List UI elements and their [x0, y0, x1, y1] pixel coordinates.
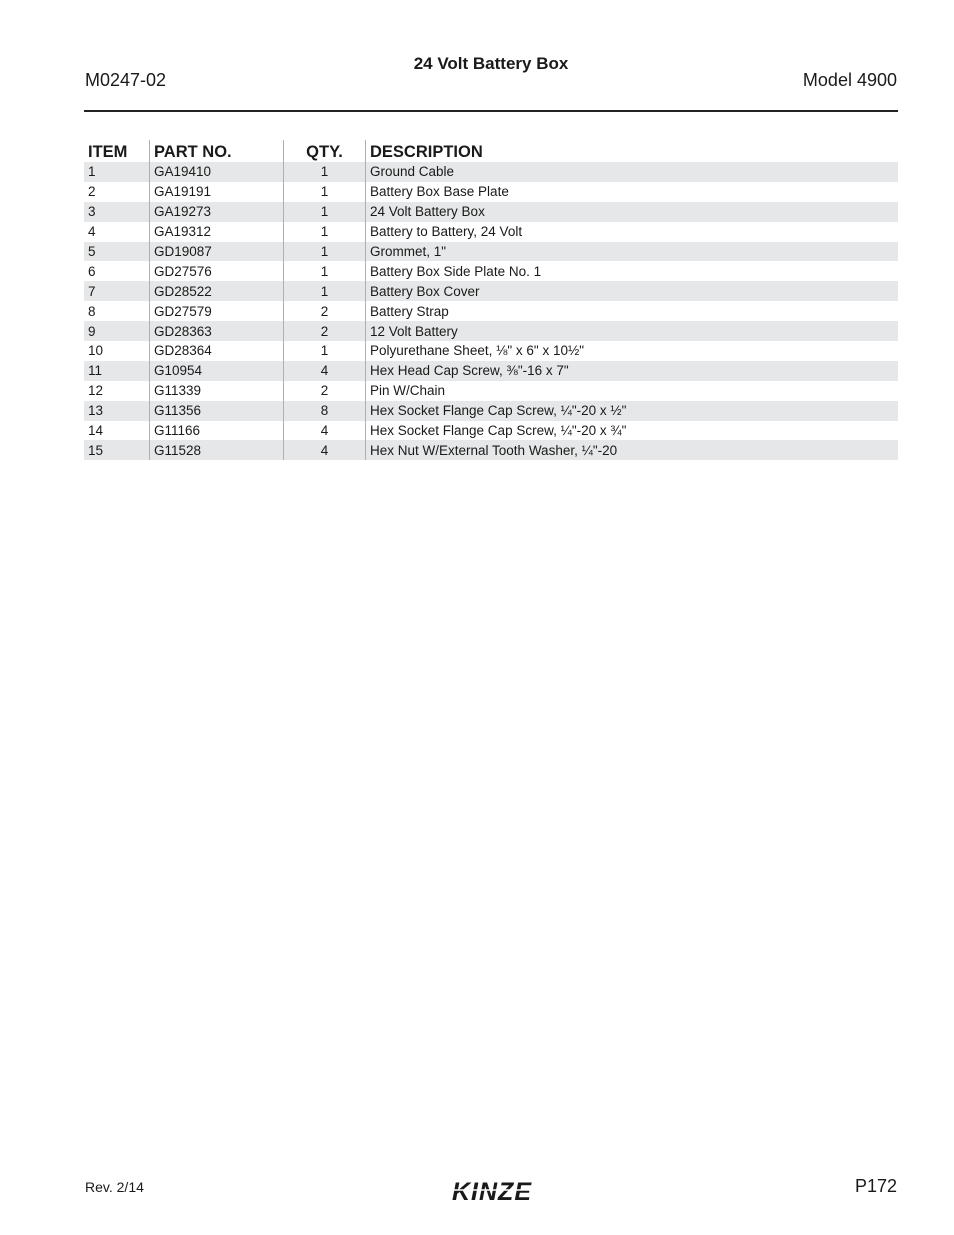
table-row — [84, 182, 898, 202]
cell-part-no: GD28522 — [150, 281, 284, 301]
cell-item: 8 — [88, 303, 96, 319]
cell-item: 13 — [84, 401, 150, 421]
table-row — [84, 341, 898, 361]
header-divider — [84, 110, 898, 112]
cell-qty: 1 — [284, 281, 366, 301]
cell-qty: 1 — [284, 341, 366, 361]
cell-item: 1 — [84, 162, 150, 182]
cell-item: 2 — [88, 184, 96, 200]
cell-part-no: GD19087 — [150, 242, 284, 262]
table-row — [84, 361, 898, 381]
cell-item: 4 — [88, 224, 96, 240]
cell-description: Battery Strap — [366, 301, 899, 321]
cell-qty: 2 — [284, 381, 366, 401]
cell-description: Battery to Battery, 24 Volt — [366, 222, 899, 242]
cell-description: Grommet, 1" — [366, 242, 899, 262]
kinze-logo — [432, 1176, 552, 1206]
page-title: 24 Volt Battery Box — [413, 54, 569, 73]
table-row — [84, 440, 898, 460]
cell-part-no: G11339 — [150, 381, 284, 401]
cell-qty: 4 — [284, 440, 366, 460]
cell-description: Pin W/Chain — [366, 381, 899, 401]
table-row — [84, 202, 898, 222]
model-label: Model 4900 — [802, 70, 897, 90]
cell-description: 12 Volt Battery — [366, 321, 899, 341]
page-number: P172 — [854, 1176, 897, 1196]
cell-qty: 8 — [284, 401, 366, 421]
table-row — [84, 222, 898, 242]
cell-description: Ground Cable — [366, 162, 899, 182]
table-row — [84, 301, 898, 321]
cell-part-no: GA19312 — [150, 222, 284, 242]
cell-description: Hex Socket Flange Cap Screw, ¼"-20 x ¾" — [366, 421, 899, 441]
cell-qty: 1 — [284, 182, 366, 202]
cell-qty: 1 — [284, 222, 366, 242]
cell-item: 3 — [84, 202, 150, 222]
cell-item: 5 — [84, 242, 150, 262]
cell-part-no: GD27576 — [150, 261, 284, 281]
cell-item: 10 — [88, 343, 104, 359]
document-number: M0247-02 — [85, 70, 167, 90]
cell-part-no: GA19410 — [150, 162, 284, 182]
cell-part-no: G11166 — [150, 421, 284, 441]
cell-item: 15 — [84, 440, 150, 460]
table-row — [84, 261, 898, 281]
cell-part-no: G10954 — [150, 361, 284, 381]
cell-part-no: GD28364 — [150, 341, 284, 361]
cell-description: Battery Box Side Plate No. 1 — [366, 261, 899, 281]
parts-table-body — [84, 162, 898, 460]
cell-part-no: G11528 — [150, 440, 284, 460]
column-header-item: ITEM — [88, 143, 128, 161]
cell-item: 6 — [88, 263, 96, 279]
cell-item: 11 — [84, 361, 150, 381]
kinze-logo-text: KINZE — [452, 1178, 532, 1206]
cell-description: Hex Head Cap Screw, ⅜"-16 x 7" — [366, 361, 899, 381]
column-header-description: DESCRIPTION — [366, 140, 899, 162]
cell-qty: 4 — [284, 361, 366, 381]
cell-description: 24 Volt Battery Box — [366, 202, 899, 222]
table-row — [84, 162, 898, 182]
cell-item: 14 — [88, 423, 104, 439]
cell-qty: 2 — [284, 301, 366, 321]
table-row — [84, 401, 898, 421]
cell-part-no: G11356 — [150, 401, 284, 421]
cell-item: 7 — [84, 281, 150, 301]
table-row — [84, 381, 898, 401]
cell-part-no: GA19273 — [150, 202, 284, 222]
cell-part-no: GD27579 — [150, 301, 284, 321]
table-row — [84, 242, 898, 262]
cell-qty: 1 — [284, 162, 366, 182]
column-header-qty: QTY. — [284, 140, 366, 162]
table-row — [84, 421, 898, 441]
cell-qty: 1 — [284, 202, 366, 222]
table-row — [84, 281, 898, 301]
revision-label: Rev. 2/14 — [85, 1179, 144, 1195]
cell-part-no: GA19191 — [150, 182, 284, 202]
cell-qty: 4 — [284, 421, 366, 441]
cell-item: 12 — [88, 383, 104, 399]
cell-part-no: GD28363 — [150, 321, 284, 341]
cell-qty: 1 — [284, 242, 366, 262]
cell-description: Hex Socket Flange Cap Screw, ¼"-20 x ½" — [366, 401, 899, 421]
cell-qty: 1 — [284, 261, 366, 281]
table-header-row — [84, 140, 898, 162]
table-row — [84, 321, 898, 341]
cell-description: Battery Box Base Plate — [366, 182, 899, 202]
cell-description: Battery Box Cover — [366, 281, 899, 301]
cell-item: 9 — [84, 321, 150, 341]
cell-description: Hex Nut W/External Tooth Washer, ¼"-20 — [366, 440, 899, 460]
column-header-part-no: PART NO. — [150, 140, 284, 162]
parts-table — [84, 140, 898, 460]
cell-qty: 2 — [284, 321, 366, 341]
cell-description: Polyurethane Sheet, ⅛" x 6" x 10½" — [366, 341, 899, 361]
